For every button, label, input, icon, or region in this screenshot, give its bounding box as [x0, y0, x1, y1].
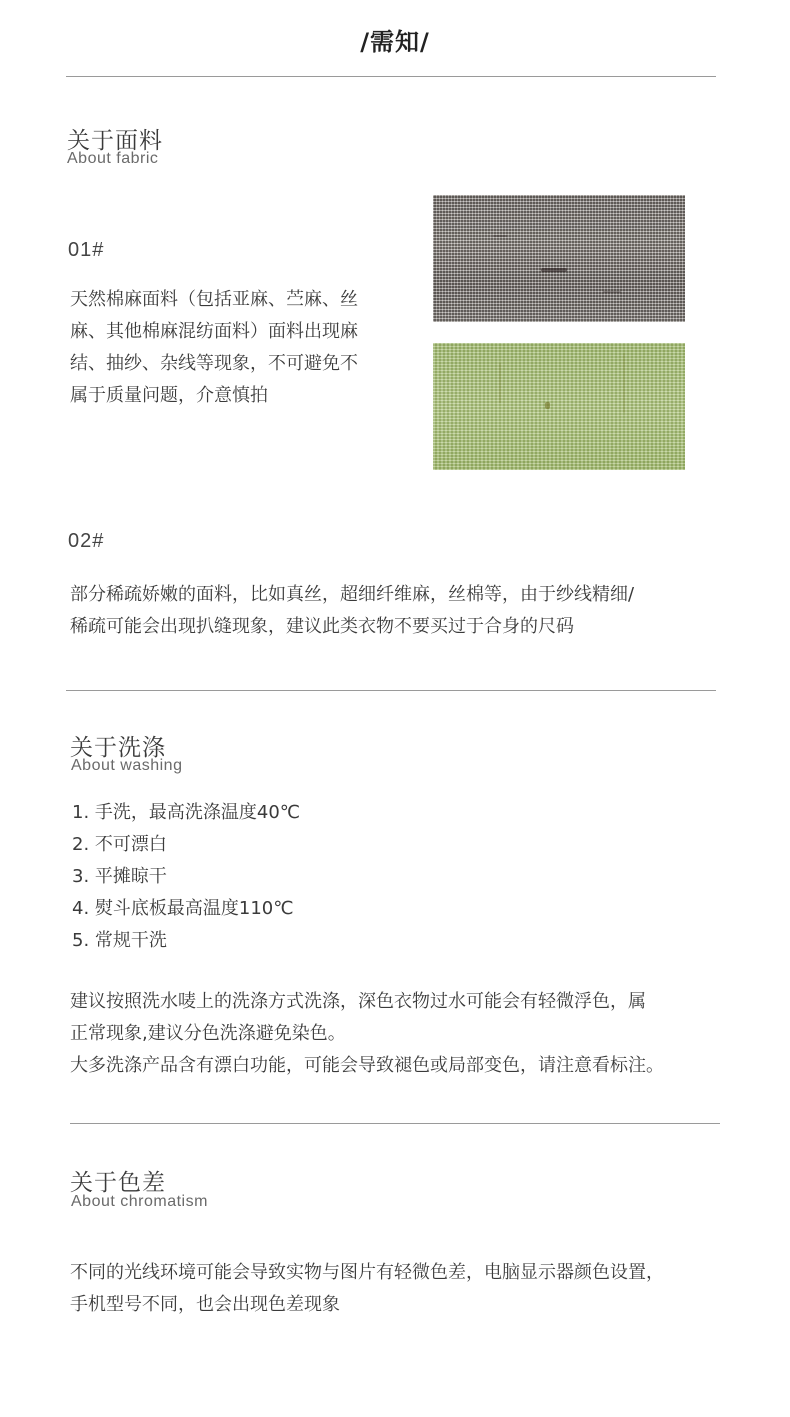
care-list-item: 1. 手洗，最高洗涤温度40℃ [72, 802, 301, 823]
fabric-item-1-line: 麻、其他棉麻混纺面料）面料出现麻 [70, 321, 358, 342]
washing-section-subtitle: About washing [71, 757, 183, 774]
gray-linen-fabric-image [433, 195, 685, 322]
divider-washing [70, 1123, 720, 1124]
divider-top [66, 76, 716, 77]
fabric-section-subtitle: About fabric [67, 150, 159, 167]
fabric-item-1-text [70, 284, 358, 412]
care-list-item: 3. 平摊晾干 [72, 866, 167, 887]
washing-care-list [72, 797, 300, 957]
chromatism-section-title: 关于色差 [70, 1170, 166, 1196]
chromatism-text [70, 1257, 664, 1321]
fabric-item-1-number: 01# [68, 239, 105, 261]
fabric-item-1-line: 属于质量问题，介意慎拍 [70, 385, 268, 406]
fabric-item-2-line: 部分稀疏娇嫩的面料，比如真丝，超细纤维麻，丝棉等，由于纱线精细/ [70, 584, 635, 605]
washing-note-line: 正常现象,建议分色洗涤避免染色。 [70, 1023, 346, 1044]
fabric-item-2-line: 稀疏可能会出现扒缝现象，建议此类衣物不要买过于合身的尺码 [70, 616, 574, 637]
fabric-item-1-line: 天然棉麻面料（包括亚麻、苎麻、丝 [70, 289, 358, 310]
fabric-item-2-number: 02# [68, 530, 105, 552]
divider-fabric [66, 690, 716, 691]
care-list-item: 4. 熨斗底板最高温度110℃ [72, 898, 294, 919]
care-list-item: 2. 不可漂白 [72, 834, 167, 855]
washing-notes [70, 986, 664, 1082]
fabric-section-title: 关于面料 [67, 128, 163, 154]
green-linen-fabric-image [433, 343, 685, 470]
care-list-item: 5. 常规干洗 [72, 930, 167, 951]
fabric-item-2-text [70, 579, 634, 643]
page-title: /需知/ [360, 28, 430, 56]
washing-note-line: 大多洗涤产品含有漂白功能，可能会导致褪色或局部变色，请注意看标注。 [70, 1055, 664, 1076]
chromatism-line: 手机型号不同，也会出现色差现象 [70, 1294, 340, 1315]
washing-section-title: 关于洗涤 [70, 735, 166, 761]
chromatism-section-subtitle: About chromatism [71, 1193, 208, 1210]
fabric-item-1-line: 结、抽纱、杂线等现象，不可避免不 [70, 353, 358, 374]
washing-note-line: 建议按照洗水唛上的洗涤方式洗涤，深色衣物过水可能会有轻微浮色，属 [70, 991, 646, 1012]
chromatism-line: 不同的光线环境可能会导致实物与图片有轻微色差，电脑显示器颜色设置， [70, 1262, 664, 1283]
